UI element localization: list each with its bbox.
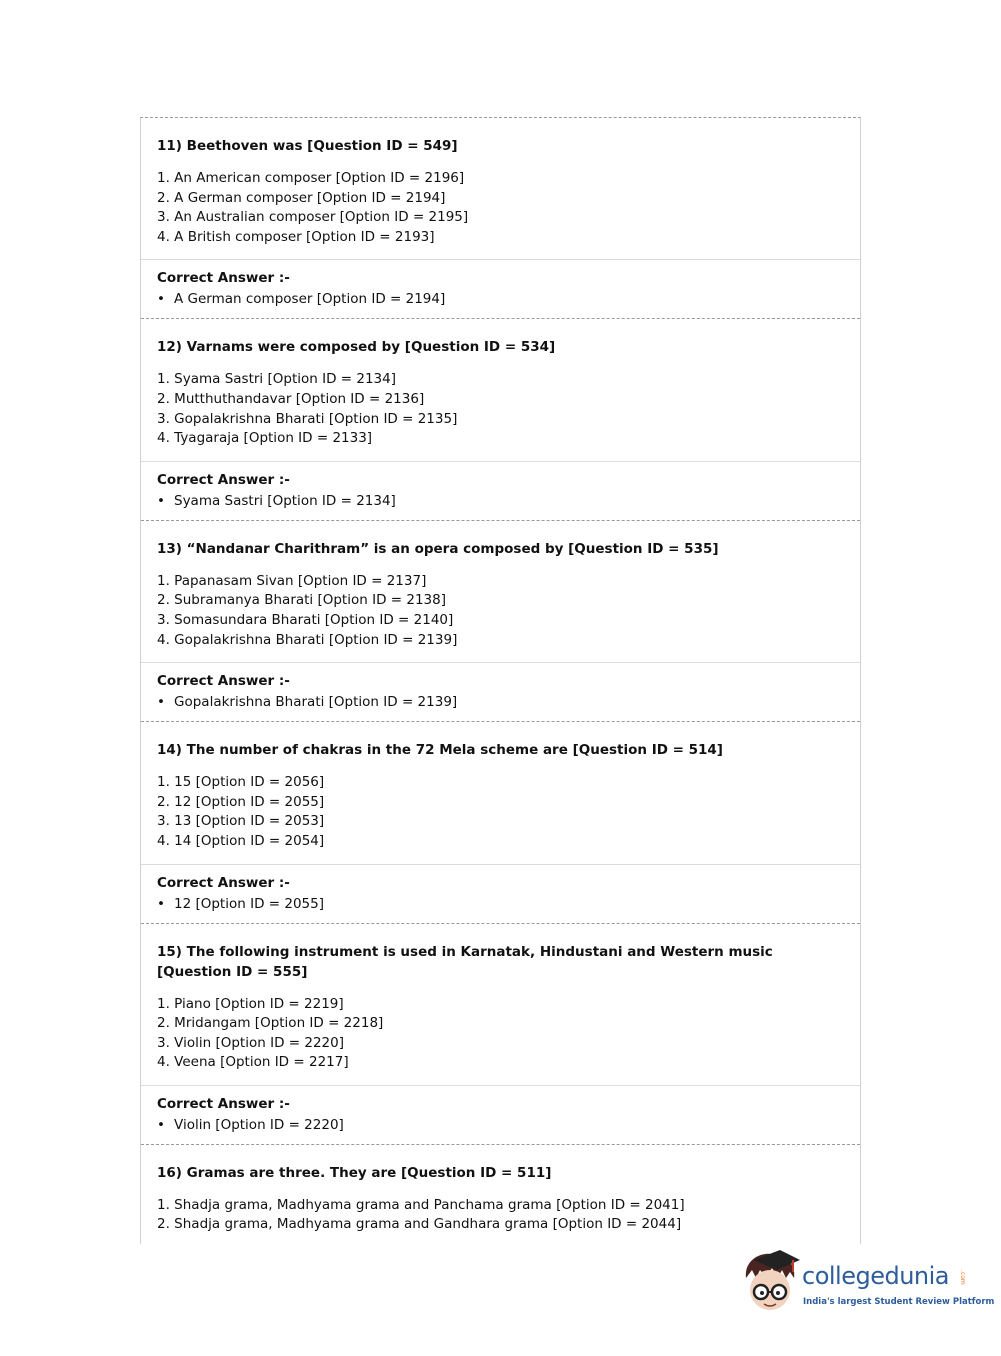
option: 2. Shadja grama, Madhyama grama and Gandhara grama [Option ID = 2044] bbox=[157, 1216, 682, 1233]
option: 1. Shadja grama, Madhyama grama and Panchama grama [Option ID = 2041] bbox=[157, 1196, 685, 1213]
answer-part bbox=[141, 1085, 860, 1144]
question-part bbox=[141, 1145, 860, 1244]
answer-part bbox=[141, 864, 860, 923]
correct-answer bbox=[157, 691, 844, 713]
option: 3. Violin [Option ID = 2220] bbox=[157, 1034, 344, 1051]
option: 4. Tyagaraja [Option ID = 2133] bbox=[157, 430, 373, 447]
logo-domain: .com bbox=[959, 1270, 966, 1285]
question-block bbox=[141, 118, 860, 319]
question-part bbox=[141, 924, 860, 1085]
question-part bbox=[141, 722, 860, 863]
option: 1. Piano [Option ID = 2219] bbox=[157, 995, 344, 1012]
option: 1. 15 [Option ID = 2056] bbox=[157, 774, 325, 791]
question-part bbox=[141, 319, 860, 460]
mascot-icon bbox=[740, 1248, 802, 1318]
option: 3. An Australian composer [Option ID = 2195] bbox=[157, 209, 469, 226]
bullet: • bbox=[157, 492, 165, 509]
question-title: 14) The number of chakras in the 72 Mela scheme are [Question ID = 514] bbox=[157, 742, 723, 759]
option: 4. Gopalakrishna Bharati [Option ID = 2139] bbox=[157, 631, 458, 648]
question-title: 16) Gramas are three. They are [Question ID = 511] bbox=[157, 1164, 552, 1181]
collegedunia-logo bbox=[740, 1248, 995, 1318]
answer-part bbox=[141, 461, 860, 520]
answer-part bbox=[141, 662, 860, 721]
logo-tagline: India's largest Student Review Platform bbox=[803, 1297, 995, 1307]
correct-answer bbox=[157, 490, 844, 512]
option: 2. 12 [Option ID = 2055] bbox=[157, 793, 325, 810]
option: 3. Somasundara Bharati [Option ID = 2140] bbox=[157, 611, 454, 628]
option: 2. Mutthuthandavar [Option ID = 2136] bbox=[157, 390, 425, 407]
option: 1. Papanasam Sivan [Option ID = 2137] bbox=[157, 572, 427, 589]
question-title: 12) Varnams were composed by [Question ID = 534] bbox=[157, 339, 556, 356]
answer-text: Syama Sastri [Option ID = 2134] bbox=[174, 492, 396, 509]
question-block bbox=[141, 924, 860, 1145]
question-block bbox=[141, 319, 860, 520]
answer-text: Gopalakrishna Bharati [Option ID = 2139] bbox=[174, 694, 458, 711]
answer-heading: Correct Answer :- bbox=[157, 471, 290, 488]
answer-heading: Correct Answer :- bbox=[157, 1095, 290, 1112]
question-title: 15) The following instrument is used in Karnatak, Hindustani and Western music [Question ID = 555] bbox=[157, 943, 773, 980]
question-title: 13) “Nandanar Charithram” is an opera composed by [Question ID = 535] bbox=[157, 540, 719, 557]
answer-text: A German composer [Option ID = 2194] bbox=[174, 291, 446, 308]
question-part bbox=[141, 521, 860, 662]
option: 4. 14 [Option ID = 2054] bbox=[157, 832, 325, 849]
option: 1. Syama Sastri [Option ID = 2134] bbox=[157, 371, 396, 388]
logo-wordmark: collegedunia bbox=[802, 1262, 950, 1290]
question-block bbox=[141, 521, 860, 722]
option: 4. Veena [Option ID = 2217] bbox=[157, 1054, 349, 1071]
answer-heading: Correct Answer :- bbox=[157, 673, 290, 690]
bullet: • bbox=[157, 694, 165, 711]
answer-heading: Correct Answer :- bbox=[157, 270, 290, 287]
option: 3. 13 [Option ID = 2053] bbox=[157, 813, 325, 830]
question-title: 11) Beethoven was [Question ID = 549] bbox=[157, 138, 458, 154]
option: 1. An American composer [Option ID = 2196] bbox=[157, 170, 465, 186]
question-block bbox=[141, 722, 860, 923]
bullet: • bbox=[157, 1116, 165, 1133]
option: 3. Gopalakrishna Bharati [Option ID = 2135] bbox=[157, 410, 458, 427]
answer-text: 12 [Option ID = 2055] bbox=[174, 895, 324, 912]
bullet: • bbox=[157, 291, 165, 308]
option: 2. Mridangam [Option ID = 2218] bbox=[157, 1015, 384, 1032]
question-block bbox=[141, 1145, 860, 1244]
answer-part bbox=[141, 259, 860, 318]
bullet: • bbox=[157, 895, 165, 912]
answer-heading: Correct Answer :- bbox=[157, 874, 290, 891]
question-part bbox=[141, 118, 860, 259]
correct-answer bbox=[157, 893, 844, 915]
option: 4. A British composer [Option ID = 2193] bbox=[157, 228, 435, 245]
correct-answer bbox=[157, 288, 844, 310]
option: 2. A German composer [Option ID = 2194] bbox=[157, 189, 446, 206]
answer-text: Violin [Option ID = 2220] bbox=[174, 1116, 344, 1133]
option: 2. Subramanya Bharati [Option ID = 2138] bbox=[157, 592, 446, 609]
question-paper bbox=[140, 117, 861, 1244]
correct-answer bbox=[157, 1114, 844, 1136]
